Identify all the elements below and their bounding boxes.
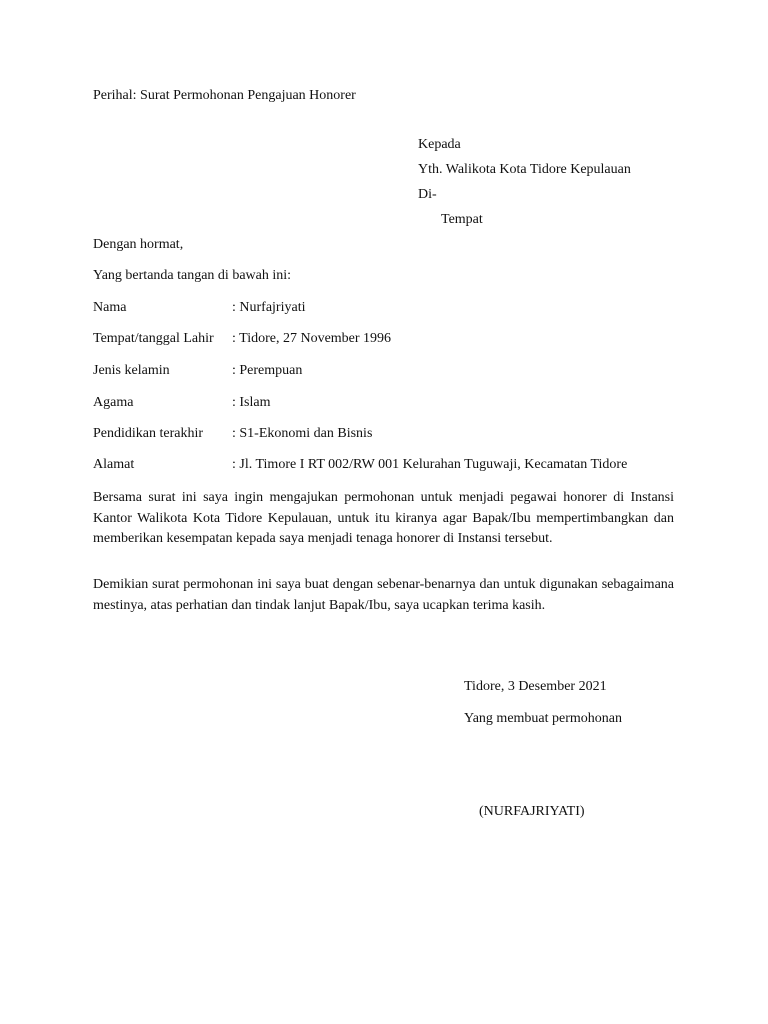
field-value: : Jl. Timore I RT 002/RW 001 Kelurahan Tuguwaji, Kecamatan Tidore xyxy=(232,457,628,472)
field-row-religion xyxy=(93,394,693,412)
recipient-name: Yth. Walikota Kota Tidore Kepulauan xyxy=(418,162,631,177)
field-value: : Perempuan xyxy=(232,363,303,378)
field-value: : Tidore, 27 November 1996 xyxy=(232,331,392,346)
field-label: Alamat xyxy=(93,457,135,472)
field-value: : Nurfajriyati xyxy=(232,300,306,315)
field-label: Nama xyxy=(93,300,127,315)
greeting: Dengan hormat, xyxy=(93,237,184,252)
field-label: Tempat/tanggal Lahir xyxy=(93,331,214,346)
signature-name: (NURFAJRIYATI) xyxy=(479,804,585,819)
field-row-gender xyxy=(93,362,693,380)
field-row-education xyxy=(93,425,693,443)
body-paragraph: Bersama surat ini saya ingin mengajukan permohonan untuk menjadi pegawai honorer di Instansi Kantor Walikota Kota Tidore Kepulauan, untuk itu kiranya agar Bapak/Ibu mempertimbangkan dan memberikan kesempatan kepada saya menjadi tenaga honorer di Instansi tersebut. xyxy=(93,490,674,546)
field-label: Jenis kelamin xyxy=(93,363,170,378)
field-row-birth xyxy=(93,330,693,348)
field-value: : S1-Ekonomi dan Bisnis xyxy=(232,426,373,441)
subject-line: Perihal: Surat Permohonan Pengajuan Honorer xyxy=(93,88,356,103)
signature-role: Yang membuat permohonan xyxy=(464,711,622,726)
field-label: Agama xyxy=(93,395,134,410)
closing-paragraph: Demikian surat permohonan ini saya buat dengan sebenar-benarnya dan untuk digunakan sebagaimana mestinya, atas perhatian dan tindak lanjut Bapak/Ibu, saya ucapkan terima kasih. xyxy=(93,577,674,613)
field-label: Pendidikan terakhir xyxy=(93,426,204,441)
field-row-address xyxy=(93,456,693,474)
field-row-nama xyxy=(93,299,693,317)
field-value: : Islam xyxy=(232,395,271,410)
recipient-to: Kepada xyxy=(418,137,461,152)
recipient-place: Tempat xyxy=(441,212,483,227)
recipient-at: Di- xyxy=(418,187,437,202)
signature-place-date: Tidore, 3 Desember 2021 xyxy=(464,679,607,694)
intro-line: Yang bertanda tangan di bawah ini: xyxy=(93,268,292,283)
